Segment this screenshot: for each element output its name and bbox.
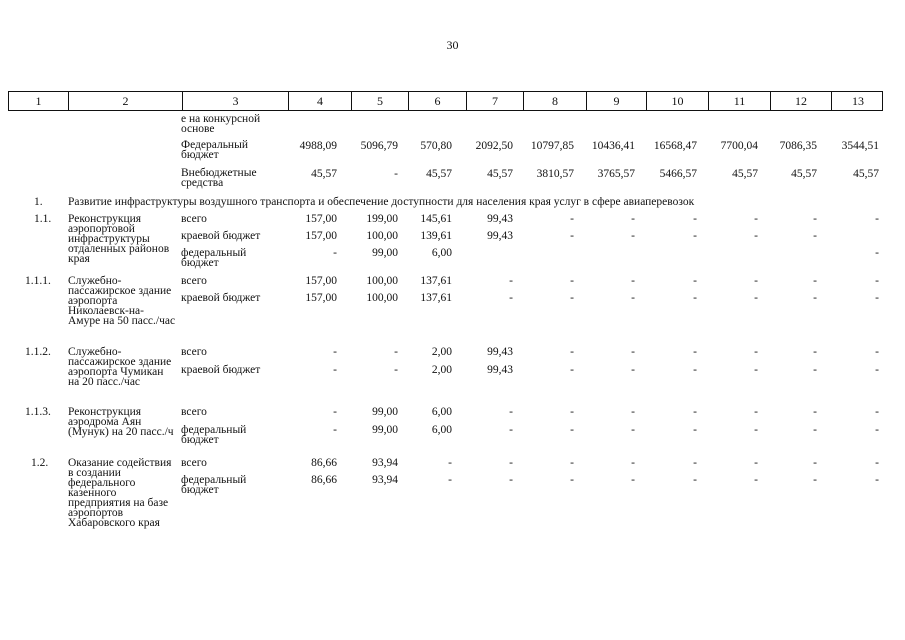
header-col-10: 10 [647, 92, 709, 110]
top-row-2-col-6: 45,57 [426, 168, 452, 180]
top-row-1-col-9: 10436,41 [591, 140, 635, 152]
item-1-row-0-col-6: 137,61 [420, 275, 452, 287]
item-2-row-1-col-12: - [813, 364, 817, 376]
item-1-row-1-col-9: - [631, 292, 635, 304]
fund-source-label: Внебюджетные средства [181, 167, 257, 189]
table-header-row [8, 91, 883, 111]
item-1-row-1-col-13: - [875, 292, 879, 304]
item-name: Реконструкция аэропортовой инфраструктуры отдаленных районов края [68, 213, 170, 265]
fund-source-label: Федеральный бюджет [181, 139, 248, 161]
item-1-row-0-col-10: - [693, 275, 697, 287]
item-1-row-0-col-11: - [754, 275, 758, 287]
item-2-row-0-col-11: - [754, 346, 758, 358]
item-3-row-0-col-12: - [813, 406, 817, 418]
item-0-row-1-col-11: - [754, 230, 758, 242]
item-3-row-0-col-11: - [754, 406, 758, 418]
item-3-row-1-col-13: - [875, 424, 879, 436]
item-2-row-1-col-10: - [693, 364, 697, 376]
item-0-row-0-col-6: 145,61 [420, 213, 452, 225]
item-2-row-1-col-9: - [631, 364, 635, 376]
item-4-row-1-col-4: 86,66 [311, 474, 337, 486]
top-row-2-col-10: 5466,57 [659, 168, 697, 180]
item-0-row-0-col-9: - [631, 213, 635, 225]
item-1-row-0-col-4: 157,00 [305, 275, 337, 287]
item-3-row-1-col-4: - [333, 424, 337, 436]
header-col-3: 3 [183, 92, 289, 110]
item-name: Оказание содействия в создании федерального казенного предприятия на базе аэропортов Хабаровского края [68, 457, 172, 529]
item-3-row-0-col-6: 6,00 [431, 406, 452, 418]
item-2-row-0-col-10: - [693, 346, 697, 358]
item-name: Реконструкция аэродрома Аян (Мунук) на 20 пасс./ч [68, 406, 174, 438]
item-1-row-0-col-13: - [875, 275, 879, 287]
item-2-row-0-col-12: - [813, 346, 817, 358]
item-3-row-0-col-4: - [333, 406, 337, 418]
item-2-row-0-col-8: - [570, 346, 574, 358]
item-0-row-1-col-12: - [813, 230, 817, 242]
item-2-row-1-col-13: - [875, 364, 879, 376]
header-col-9: 9 [587, 92, 647, 110]
item-0-row-1-col-5: 100,00 [366, 230, 398, 242]
item-0-row-0-col-4: 157,00 [305, 213, 337, 225]
item-0-row-0-col-5: 199,00 [366, 213, 398, 225]
item-4-row-1-col-10: - [693, 474, 697, 486]
top-row-2-col-13: 45,57 [853, 168, 879, 180]
item-1-row-1-col-4: 157,00 [305, 292, 337, 304]
item-0-row-0-col-8: - [570, 213, 574, 225]
item-4-row-1-col-13: - [875, 474, 879, 486]
fund-source-label: всего [181, 275, 207, 287]
fund-source-label: всего [181, 213, 207, 225]
fund-source-label: федеральный бюджет [181, 424, 247, 446]
fund-source-label: краевой бюджет [181, 364, 261, 376]
top-row-2-col-4: 45,57 [311, 168, 337, 180]
item-1-row-1-col-10: - [693, 292, 697, 304]
item-4-row-0-col-11: - [754, 457, 758, 469]
item-2-row-1-col-5: - [394, 364, 398, 376]
item-2-row-1-col-4: - [333, 364, 337, 376]
item-4-row-0-col-12: - [813, 457, 817, 469]
item-1-row-1-col-5: 100,00 [366, 292, 398, 304]
item-0-row-2-col-4: - [333, 247, 337, 259]
item-0-row-1-col-4: 157,00 [305, 230, 337, 242]
item-4-row-0-col-7: - [509, 457, 513, 469]
item-3-row-0-col-9: - [631, 406, 635, 418]
fund-source-label: е на конкурсной основе [181, 113, 261, 135]
item-0-row-0-col-13: - [875, 213, 879, 225]
item-1-row-1-col-7: - [509, 292, 513, 304]
item-3-row-1-col-6: 6,00 [431, 424, 452, 436]
header-col-1: 1 [9, 92, 69, 110]
item-1-row-0-col-9: - [631, 275, 635, 287]
item-number: 1.1.1. [25, 275, 51, 287]
item-number: 1.2. [31, 457, 49, 469]
item-1-row-0-col-8: - [570, 275, 574, 287]
item-3-row-1-col-5: 99,00 [372, 424, 398, 436]
item-2-row-1-col-8: - [570, 364, 574, 376]
top-row-1-col-13: 3544,51 [841, 140, 879, 152]
item-1-row-0-col-7: - [509, 275, 513, 287]
item-3-row-0-col-5: 99,00 [372, 406, 398, 418]
top-row-1-col-12: 7086,35 [779, 140, 817, 152]
item-1-row-1-col-8: - [570, 292, 574, 304]
item-2-row-1-col-6: 2,00 [431, 364, 452, 376]
item-3-row-1-col-8: - [570, 424, 574, 436]
fund-source-label: краевой бюджет [181, 230, 261, 242]
top-row-2-col-12: 45,57 [791, 168, 817, 180]
header-col-12: 12 [771, 92, 832, 110]
item-2-row-0-col-4: - [333, 346, 337, 358]
item-1-row-1-col-12: - [813, 292, 817, 304]
item-4-row-1-col-11: - [754, 474, 758, 486]
item-1-row-0-col-5: 100,00 [366, 275, 398, 287]
header-col-13: 13 [852, 94, 864, 108]
item-2-row-0-col-9: - [631, 346, 635, 358]
top-row-1-col-4: 4988,09 [299, 140, 337, 152]
item-4-row-0-col-9: - [631, 457, 635, 469]
fund-source-label: краевой бюджет [181, 292, 261, 304]
item-0-row-1-col-9: - [631, 230, 635, 242]
header-col-5: 5 [352, 92, 409, 110]
top-row-2-col-11: 45,57 [732, 168, 758, 180]
section-number: 1. [34, 196, 43, 208]
item-3-row-1-col-7: - [509, 424, 513, 436]
item-4-row-1-col-12: - [813, 474, 817, 486]
top-row-1-col-10: 16568,47 [653, 140, 697, 152]
item-4-row-1-col-7: - [509, 474, 513, 486]
item-0-row-0-col-11: - [754, 213, 758, 225]
fund-source-label: федеральный бюджет [181, 474, 247, 496]
item-0-row-1-col-6: 139,61 [420, 230, 452, 242]
item-4-row-1-col-9: - [631, 474, 635, 486]
item-0-row-2-col-5: 99,00 [372, 247, 398, 259]
item-3-row-1-col-12: - [813, 424, 817, 436]
item-4-row-0-col-6: - [448, 457, 452, 469]
header-col-7: 7 [467, 92, 524, 110]
item-2-row-1-col-7: 99,43 [487, 364, 513, 376]
item-4-row-0-col-5: 93,94 [372, 457, 398, 469]
header-col-11: 11 [709, 92, 771, 110]
top-row-1-col-8: 10797,85 [530, 140, 574, 152]
item-3-row-0-col-10: - [693, 406, 697, 418]
item-1-row-0-col-12: - [813, 275, 817, 287]
fund-source-label: всего [181, 406, 207, 418]
item-name: Служебно-пассажирское здание аэропорта Николаевск-на-Амуре на 50 пасс./час [68, 275, 176, 327]
item-2-row-0-col-7: 99,43 [487, 346, 513, 358]
top-row-2-col-8: 3810,57 [536, 168, 574, 180]
header-col-4: 4 [289, 92, 352, 110]
fund-source-label: всего [181, 346, 207, 358]
top-row-1-col-5: 5096,79 [360, 140, 398, 152]
top-row-2-col-7: 45,57 [487, 168, 513, 180]
item-0-row-2-col-13: - [875, 247, 879, 259]
item-number: 1.1. [34, 213, 52, 225]
item-1-row-1-col-6: 137,61 [420, 292, 452, 304]
section-title: Развитие инфраструктуры воздушного транспорта и обеспечение доступности для населения края услуг в сфере авиаперевозок [68, 196, 695, 208]
top-row-1-col-11: 7700,04 [720, 140, 758, 152]
item-3-row-1-col-9: - [631, 424, 635, 436]
item-3-row-1-col-11: - [754, 424, 758, 436]
item-number: 1.1.3. [25, 406, 51, 418]
header-col-2: 2 [69, 92, 183, 110]
item-3-row-0-col-7: - [509, 406, 513, 418]
item-name: Служебно-пассажирское здание аэропорта Чумикан на 20 пасс./час [68, 346, 172, 388]
item-3-row-0-col-13: - [875, 406, 879, 418]
top-row-2-col-9: 3765,57 [597, 168, 635, 180]
item-2-row-0-col-5: - [394, 346, 398, 358]
fund-source-label: всего [181, 457, 207, 469]
item-0-row-2-col-6: 6,00 [431, 247, 452, 259]
top-row-1-col-7: 2092,50 [475, 140, 513, 152]
item-4-row-1-col-5: 93,94 [372, 474, 398, 486]
fund-source-label: федеральный бюджет [181, 247, 247, 269]
header-col-6: 6 [409, 92, 467, 110]
item-0-row-1-col-7: 99,43 [487, 230, 513, 242]
item-2-row-0-col-6: 2,00 [431, 346, 452, 358]
top-row-2-col-5: - [394, 168, 398, 180]
item-4-row-0-col-8: - [570, 457, 574, 469]
item-4-row-1-col-6: - [448, 474, 452, 486]
item-0-row-1-col-8: - [570, 230, 574, 242]
top-row-1-col-6: 570,80 [420, 140, 452, 152]
item-0-row-0-col-7: 99,43 [487, 213, 513, 225]
item-number: 1.1.2. [25, 346, 51, 358]
header-col-8: 8 [524, 92, 587, 110]
item-1-row-1-col-11: - [754, 292, 758, 304]
item-4-row-0-col-10: - [693, 457, 697, 469]
item-0-row-1-col-10: - [693, 230, 697, 242]
item-0-row-0-col-10: - [693, 213, 697, 225]
item-3-row-1-col-10: - [693, 424, 697, 436]
page-number: 30 [446, 38, 459, 52]
item-4-row-0-col-13: - [875, 457, 879, 469]
item-4-row-0-col-4: 86,66 [311, 457, 337, 469]
item-2-row-0-col-13: - [875, 346, 879, 358]
item-0-row-0-col-12: - [813, 213, 817, 225]
item-2-row-1-col-11: - [754, 364, 758, 376]
item-3-row-0-col-8: - [570, 406, 574, 418]
item-4-row-1-col-8: - [570, 474, 574, 486]
